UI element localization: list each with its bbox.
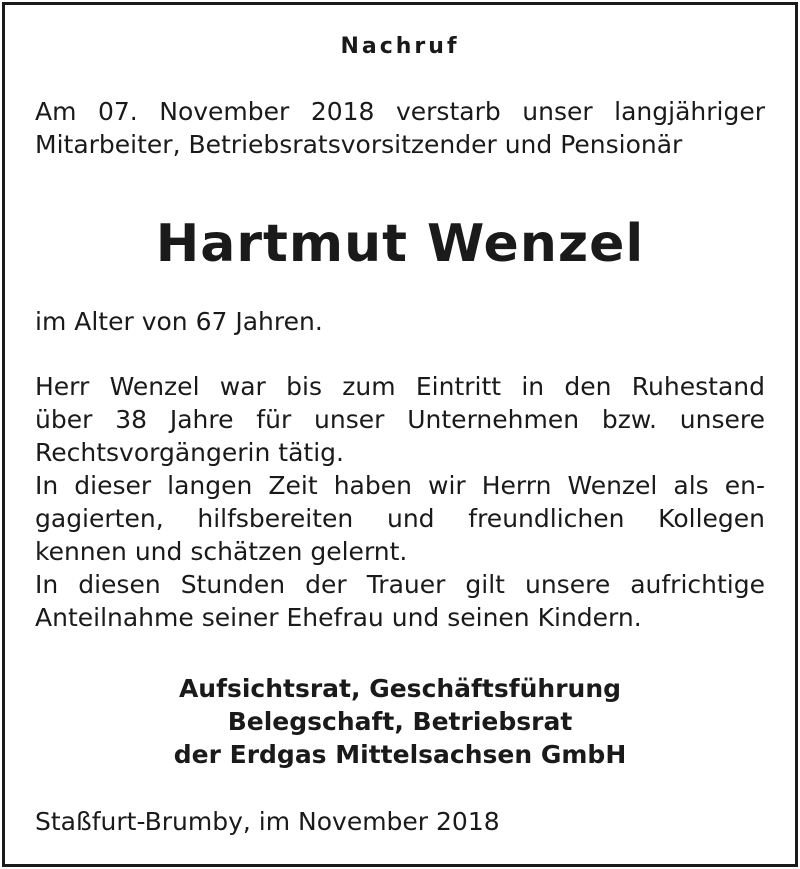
intro-paragraph <box>35 95 765 161</box>
body-line: kennen und schätzen gelernt. <box>35 537 408 566</box>
body-line: Herr Wenzel war bis zum Eintritt in den Ruhestand <box>35 372 765 401</box>
age-line: im Alter von 67 Jahren. <box>35 307 323 336</box>
intro-line: Am 07. November 2018 verstarb unser langjähriger <box>35 97 765 126</box>
deceased-name: Hartmut Wenzel <box>155 214 645 274</box>
main-paragraph <box>35 370 765 634</box>
body-line: über 38 Jahre für unser Unternehmen bzw. unsere <box>35 405 765 434</box>
body-line: Rechtsvorgängerin tätig. <box>35 438 344 467</box>
body-line: In diesen Stunden der Trauer gilt unsere aufrichtige <box>35 570 765 599</box>
body-line: Anteilnahme seiner Ehefrau und seinen Kindern. <box>35 603 642 632</box>
place-date-line: Staßfurt-Brumby, im November 2018 <box>35 807 500 836</box>
body-line: gagierten, hilfsbereiten und freundlichen Kollegen <box>35 504 765 533</box>
signature-line: der Erdgas Mittelsachsen GmbH <box>173 740 627 769</box>
signature-line: Belegschaft, Betriebsrat <box>227 707 573 736</box>
notice-heading: Nachruf <box>340 34 460 59</box>
body-line: In dieser langen Zeit haben wir Herrn Wenzel als en- <box>35 471 765 500</box>
signature-line: Aufsichtsrat, Geschäftsführung <box>178 674 622 703</box>
signature-block <box>35 672 765 771</box>
intro-line: Mitarbeiter, Betriebsratsvorsitzender und Pensionär <box>35 130 683 159</box>
